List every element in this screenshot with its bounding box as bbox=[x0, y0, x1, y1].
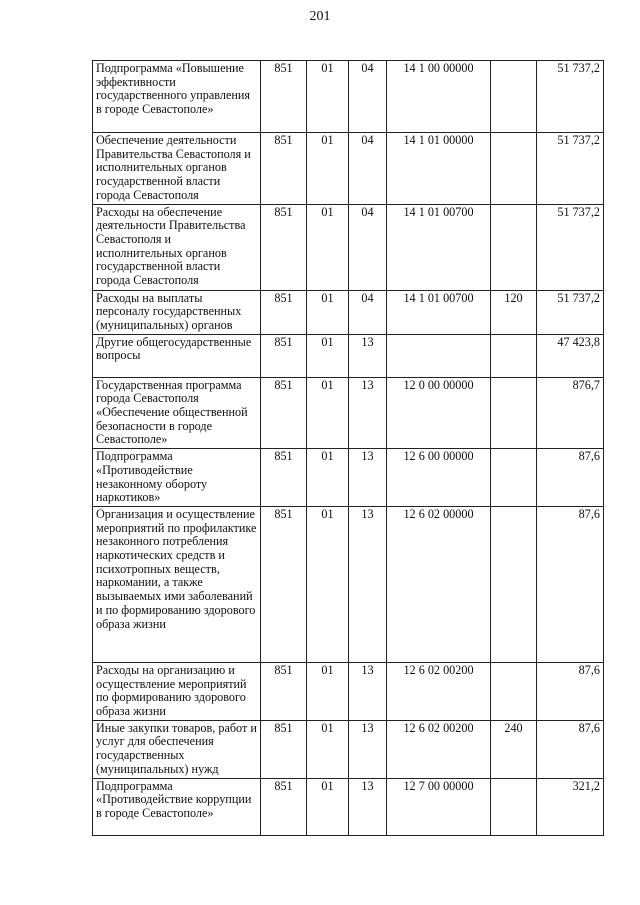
target-article-cell: 12 6 02 00200 bbox=[387, 662, 491, 720]
subsection-code-cell: 13 bbox=[349, 334, 387, 377]
expense-type-cell: 240 bbox=[491, 720, 537, 778]
target-article-cell: 14 1 00 00000 bbox=[387, 61, 491, 133]
target-article-cell: 12 6 02 00200 bbox=[387, 720, 491, 778]
row-name-cell: Подпрограмма «Противодействие коррупции в городе Севастополе» bbox=[93, 778, 261, 835]
amount-cell: 87,6 bbox=[537, 506, 604, 662]
expense-type-cell bbox=[491, 133, 537, 205]
section-code-cell: 01 bbox=[307, 204, 349, 290]
row-name-cell: Организация и осуществление мероприятий по профилактике незаконного потребления наркотических средств и психотропных веществ, наркомании, а также вызываемых ими заболеваний и по формированию здорового образа жизни bbox=[93, 506, 261, 662]
amount-cell: 51 737,2 bbox=[537, 133, 604, 205]
table-row bbox=[93, 449, 604, 507]
subsection-code-cell: 04 bbox=[349, 133, 387, 205]
target-article-cell: 12 0 00 00000 bbox=[387, 377, 491, 449]
ministry-code-cell: 851 bbox=[261, 720, 307, 778]
row-name-cell: Обеспечение деятельности Правительства Севастополя и исполнительных органов государственной власти города Севастополя bbox=[93, 133, 261, 205]
amount-cell: 51 737,2 bbox=[537, 290, 604, 334]
subsection-code-cell: 13 bbox=[349, 778, 387, 835]
ministry-code-cell: 851 bbox=[261, 334, 307, 377]
table-row bbox=[93, 662, 604, 720]
section-code-cell: 01 bbox=[307, 449, 349, 507]
section-code-cell: 01 bbox=[307, 133, 349, 205]
ministry-code-cell: 851 bbox=[261, 449, 307, 507]
amount-cell: 87,6 bbox=[537, 662, 604, 720]
table-row bbox=[93, 334, 604, 377]
target-article-cell: 14 1 01 00700 bbox=[387, 204, 491, 290]
amount-cell: 51 737,2 bbox=[537, 204, 604, 290]
ministry-code-cell: 851 bbox=[261, 204, 307, 290]
ministry-code-cell: 851 bbox=[261, 506, 307, 662]
row-name-cell: Расходы на обеспечение деятельности Правительства Севастополя и исполнительных органов государственной власти города Севастополя bbox=[93, 204, 261, 290]
row-name-cell: Подпрограмма «Повышение эффективности государственного управления в городе Севастополе» bbox=[93, 61, 261, 133]
subsection-code-cell: 13 bbox=[349, 506, 387, 662]
amount-cell: 321,2 bbox=[537, 778, 604, 835]
section-code-cell: 01 bbox=[307, 720, 349, 778]
subsection-code-cell: 04 bbox=[349, 290, 387, 334]
expense-type-cell bbox=[491, 662, 537, 720]
amount-cell: 87,6 bbox=[537, 720, 604, 778]
amount-cell: 51 737,2 bbox=[537, 61, 604, 133]
table-row bbox=[93, 506, 604, 662]
table-row bbox=[93, 204, 604, 290]
expense-type-cell bbox=[491, 506, 537, 662]
amount-cell: 876,7 bbox=[537, 377, 604, 449]
target-article-cell: 12 6 02 00000 bbox=[387, 506, 491, 662]
target-article-cell: 14 1 01 00000 bbox=[387, 133, 491, 205]
section-code-cell: 01 bbox=[307, 334, 349, 377]
ministry-code-cell: 851 bbox=[261, 133, 307, 205]
target-article-cell: 14 1 01 00700 bbox=[387, 290, 491, 334]
expense-type-cell bbox=[491, 377, 537, 449]
ministry-code-cell: 851 bbox=[261, 662, 307, 720]
row-name-cell: Подпрограмма «Противодействие незаконному обороту наркотиков» bbox=[93, 449, 261, 507]
row-name-cell: Расходы на организацию и осуществление мероприятий по формированию здорового образа жизни bbox=[93, 662, 261, 720]
section-code-cell: 01 bbox=[307, 662, 349, 720]
table-row bbox=[93, 290, 604, 334]
expense-type-cell bbox=[491, 61, 537, 133]
table-row bbox=[93, 720, 604, 778]
table-row bbox=[93, 778, 604, 835]
table-row bbox=[93, 61, 604, 133]
subsection-code-cell: 13 bbox=[349, 377, 387, 449]
section-code-cell: 01 bbox=[307, 778, 349, 835]
expense-type-cell: 120 bbox=[491, 290, 537, 334]
expense-type-cell bbox=[491, 204, 537, 290]
page-number: 201 bbox=[309, 9, 331, 24]
subsection-code-cell: 13 bbox=[349, 662, 387, 720]
amount-cell: 87,6 bbox=[537, 449, 604, 507]
section-code-cell: 01 bbox=[307, 506, 349, 662]
ministry-code-cell: 851 bbox=[261, 778, 307, 835]
subsection-code-cell: 04 bbox=[349, 61, 387, 133]
ministry-code-cell: 851 bbox=[261, 290, 307, 334]
expense-type-cell bbox=[491, 778, 537, 835]
target-article-cell: 12 7 00 00000 bbox=[387, 778, 491, 835]
row-name-cell: Иные закупки товаров, работ и услуг для обеспечения государственных (муниципальных) нужд bbox=[93, 720, 261, 778]
table-row bbox=[93, 377, 604, 449]
row-name-cell: Государственная программа города Севастополя «Обеспечение общественной безопасности в городе Севастополе» bbox=[93, 377, 261, 449]
target-article-cell bbox=[387, 334, 491, 377]
ministry-code-cell: 851 bbox=[261, 377, 307, 449]
table-row bbox=[93, 133, 604, 205]
subsection-code-cell: 13 bbox=[349, 449, 387, 507]
section-code-cell: 01 bbox=[307, 377, 349, 449]
row-name-cell: Расходы на выплаты персоналу государственных (муниципальных) органов bbox=[93, 290, 261, 334]
section-code-cell: 01 bbox=[307, 290, 349, 334]
ministry-code-cell: 851 bbox=[261, 61, 307, 133]
subsection-code-cell: 04 bbox=[349, 204, 387, 290]
target-article-cell: 12 6 00 00000 bbox=[387, 449, 491, 507]
row-name-cell: Другие общегосударственные вопросы bbox=[93, 334, 261, 377]
amount-cell: 47 423,8 bbox=[537, 334, 604, 377]
expense-type-cell bbox=[491, 334, 537, 377]
section-code-cell: 01 bbox=[307, 61, 349, 133]
expense-type-cell bbox=[491, 449, 537, 507]
budget-table bbox=[92, 60, 604, 836]
subsection-code-cell: 13 bbox=[349, 720, 387, 778]
